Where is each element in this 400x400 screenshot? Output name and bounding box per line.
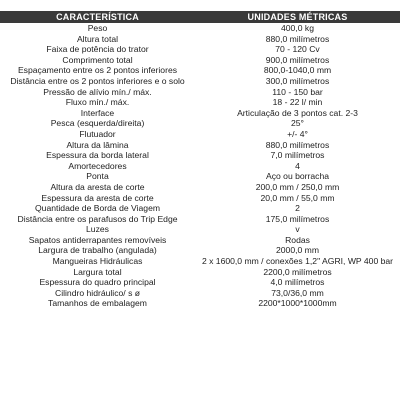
metric-value-cell: 73,0/36,0 mm [271,287,324,298]
table-row [0,224,400,235]
characteristic-cell: Mangueiras Hidráulicas [52,256,143,267]
metric-value-cell: 70 - 120 Cv [275,44,320,55]
characteristic-cell: Largura de trabalho (angulada) [38,245,157,256]
metric-value-cell: 900,0 milímetros [265,54,330,65]
metric-value-cell: 2200*1000*1000mm [258,298,337,309]
table-row [0,267,400,278]
table-row [0,87,400,98]
characteristic-cell: Flutuador [79,128,116,139]
table-row [0,214,400,225]
metric-value-cell: 2 x 1600,0 mm / conexões 1,2" AGRI, WP 400 bar [201,256,394,267]
metric-value-cell: 2 [295,203,300,214]
table-row [0,76,400,87]
table-body [0,23,400,309]
table-row [0,182,400,193]
table-row [0,161,400,172]
metric-value-cell: 2200,0 milímetros [263,266,332,277]
characteristic-cell: Cilindro hidráulico/ s ø [54,287,140,298]
metric-value-cell: 110 - 150 bar [272,86,323,97]
table-row [0,97,400,108]
table-header-row [0,11,400,23]
characteristic-cell: Faixa de potência do trator [46,44,149,55]
table-row [0,288,400,299]
characteristic-cell: Pesca (esquerda/direita) [50,118,145,129]
metric-value-cell: 175,0 milímetros [265,213,330,224]
header-characteristic: CARACTERÍSTICA [0,11,195,23]
characteristic-cell: Largura total [73,266,122,277]
characteristic-cell: Distância entre os parafusos do Trip Edge [17,213,178,224]
metric-value-cell: 18 - 22 l/ min [272,97,323,108]
characteristic-cell: Espaçamento entre os 2 pontos inferiores [17,65,178,76]
characteristic-cell: Espessura da aresta de corte [41,192,154,203]
metric-value-cell: 400,0 kg [281,23,314,33]
metric-value-cell: 4,0 milímetros [270,277,325,288]
metric-value-cell: 4 [295,160,300,171]
metric-value-cell: v [295,224,300,235]
table-row [0,34,400,45]
characteristic-cell: Distância entre os 2 pontos inferiores e o solo [10,75,185,86]
table-row [0,277,400,288]
characteristic-cell: Altura da lâmina [66,139,129,150]
metric-value-cell: Aço ou borracha [265,171,330,182]
characteristic-cell: Fluxo mín./ máx. [65,97,130,108]
table-row [0,193,400,204]
table-row [0,298,400,309]
table-row [0,129,400,140]
header-metric-units: UNIDADES MÉTRICAS [195,11,400,23]
table-row [0,235,400,246]
table-row [0,118,400,129]
metric-value-cell: 880,0 milímetros [265,33,330,44]
characteristic-cell: Peso [87,23,108,33]
characteristic-cell: Tamanhos de embalagem [48,298,147,309]
metric-value-cell: +/- 4° [287,128,308,139]
characteristic-cell: Sapatos antiderrapantes removíveis [28,234,167,245]
table-row [0,108,400,119]
characteristic-cell: Ponta [86,171,109,182]
table-row [0,65,400,76]
table-row [0,140,400,151]
metric-value-cell: 880,0 milímetros [265,139,330,150]
metric-value-cell: 25° [291,118,304,129]
characteristic-cell: Interface [80,107,115,118]
table-row [0,23,400,34]
metric-value-cell: 800,0-1040,0 mm [263,65,332,76]
metric-value-cell: Rodas [285,234,310,245]
specifications-table [0,11,400,309]
metric-value-cell: Articulação de 3 pontos cat. 2-3 [237,107,358,118]
table-row [0,256,400,267]
characteristic-cell: Comprimento total [62,54,133,65]
characteristic-cell: Espessura do quadro principal [39,277,156,288]
table-row [0,245,400,256]
characteristic-cell: Amortecedores [68,160,127,171]
characteristic-cell: Espessura da borda lateral [46,150,149,161]
table-row [0,203,400,214]
table-row [0,171,400,182]
metric-value-cell: 7,0 milímetros [270,150,325,161]
characteristic-cell: Altura da aresta de corte [50,181,145,192]
table-row [0,150,400,161]
table-row [0,55,400,66]
characteristic-cell: Luzes [86,224,109,235]
metric-value-cell: 300,0 milímetros [265,75,330,86]
characteristic-cell: Pressão de alívio mín./ máx. [43,86,152,97]
metric-value-cell: 2000,0 mm [276,245,319,256]
characteristic-cell: Altura total [76,33,119,44]
metric-value-cell: 20,0 mm / 55,0 mm [260,192,335,203]
metric-value-cell: 200,0 mm / 250,0 mm [255,181,340,192]
characteristic-cell: Quantidade de Borda de Viagem [34,203,161,214]
table-row [0,44,400,55]
